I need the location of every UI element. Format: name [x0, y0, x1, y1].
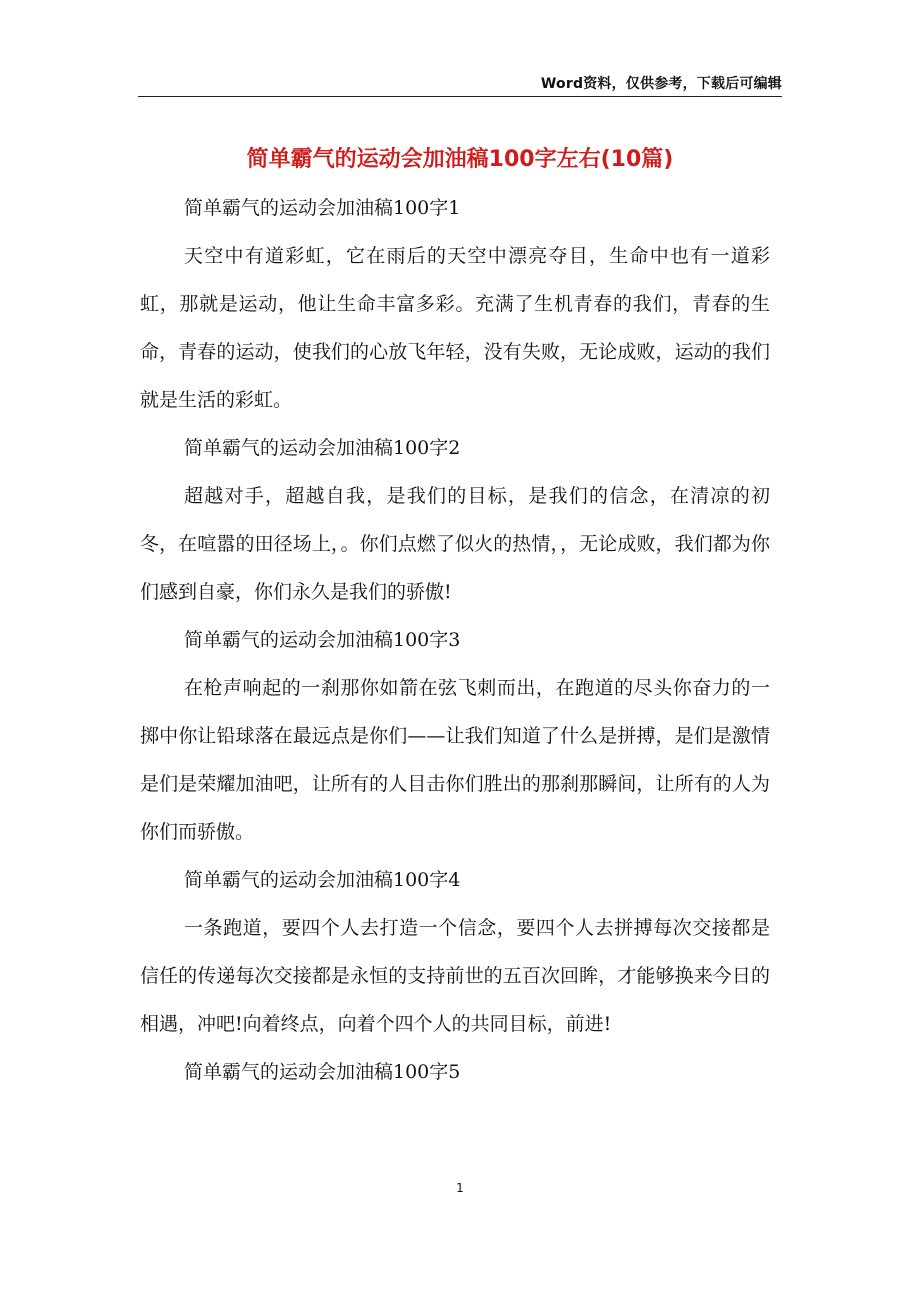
section-heading-3: 简单霸气的运动会加油稿100字3: [184, 629, 461, 651]
document-title: 简单霸气的运动会加油稿100字左右(10篇): [246, 147, 674, 172]
header-note: Word资料，仅供参考，下载后可编辑: [540, 76, 782, 92]
section-text-2: 超越对手，超越自我，是我们的目标，是我们的信念，在清凉的初冬，在喧嚣的田径场上，。你们点燃了似火的热情，，无论成败，我们都为你们感到自豪，你们永久是我们的骄傲!: [140, 485, 770, 603]
section-heading-2: 简单霸气的运动会加油稿100字2: [184, 437, 461, 459]
section-text-1: 天空中有道彩虹，它在雨后的天空中漂亮夺目，生命中也有一道彩虹，那就是运动，他让生命丰富多彩。充满了生机青春的我们，青春的生命，青春的运动，使我们的心放飞年轻，没有失败，无论成败，运动的我们就是生活的彩虹。: [140, 245, 770, 411]
page-number: 1: [456, 1181, 464, 1195]
section-heading-1: 简单霸气的运动会加油稿100字1: [184, 197, 461, 219]
section-heading-4: 简单霸气的运动会加油稿100字4: [184, 869, 461, 891]
header-divider: [138, 96, 782, 97]
section-text-4: 一条跑道，要四个人去打造一个信念，要四个人去拼搏每次交接都是信任的传递每次交接都是永恒的支持前世的五百次回眸，才能够换来今日的相遇，冲吧!向着终点，向着个四个人的共同目标，前进!: [140, 917, 770, 1035]
document-body: [140, 184, 770, 1096]
section-heading-5: 简单霸气的运动会加油稿100字5: [184, 1061, 461, 1083]
section-text-3: 在枪声响起的一刹那你如箭在弦飞刺而出，在跑道的尽头你奋力的一掷中你让铅球落在最远点是你们——让我们知道了什么是拼搏，是们是激情是们是荣耀加油吧，让所有的人目击你们胜出的那刹那瞬间，让所有的人为你们而骄傲。: [140, 677, 770, 843]
